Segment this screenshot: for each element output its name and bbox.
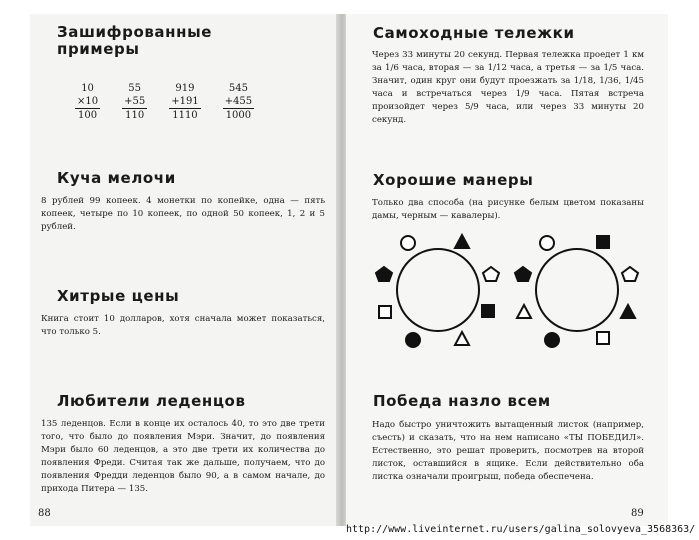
ciphered-examples-table	[64, 82, 265, 122]
black-square-icon	[597, 236, 609, 248]
page-number-left: 88	[38, 508, 51, 519]
example-cell: +455	[224, 96, 253, 107]
black-circle-icon	[545, 333, 559, 347]
example-cell-wrap	[158, 95, 211, 109]
title-line-1: Зашифрованные	[57, 23, 213, 41]
answer-text-candy-lovers: 135 леденцов. Если в конце их осталось 40, то это две трети того, что было до появления Мэри. Значит, до появления Мэри было 60 леденцов, а это две трети их количества до появления Фреди. Считая так же дальше, получаем, что до появления Фредди леденцов было 90, а в самом начале, до прихода Питера — 135.	[41, 419, 325, 495]
example-cell: 110	[125, 110, 145, 121]
example-cell-wrap	[111, 95, 158, 109]
example-cell-wrap	[64, 95, 111, 109]
answer-text-tricky-prices: Книга стоит 10 долларов, хотя сначала может показаться, что только 5.	[41, 314, 325, 338]
page-number-right: 89	[631, 508, 644, 519]
watermark-url[interactable]: http://www.liveinternet.ru/users/galina_solovyeva_3568363/	[346, 524, 696, 535]
example-cell-wrap	[212, 95, 265, 109]
title-line-2: примеры	[57, 40, 140, 58]
black-square-icon	[482, 305, 494, 317]
seating-arrangement-1	[376, 235, 499, 347]
example-cell: 100	[78, 110, 98, 121]
example-cell: 545	[228, 83, 248, 94]
example-cell: 1000	[225, 110, 252, 121]
example-operand-row	[64, 82, 265, 95]
black-triangle-icon	[621, 305, 635, 318]
example-cell: +55	[124, 96, 146, 107]
section-title-pile-of-change: Куча мелочи	[57, 169, 176, 187]
section-title-self-driving-carts: Самоходные тележки	[373, 24, 575, 42]
example-result-row	[64, 109, 265, 122]
example-cell: 1110	[172, 110, 198, 121]
white-circle-icon	[401, 236, 415, 250]
white-square-icon	[379, 306, 391, 318]
answer-text-good-manners: Только два способа (на рисунке белым цветом показаны дамы, черным — кавалеры).	[372, 198, 644, 222]
example-cell: 10	[81, 83, 94, 94]
section-title-victory-against-all: Победа назло всем	[373, 392, 551, 410]
white-pentagon-icon	[483, 267, 499, 281]
answer-text-pile-of-change: 8 рублей 99 копеек. 4 монетки по копейке, одна — пять копеек, четыре по 10 копеек, по одной 50 копеек, 1, 2 и 5 рублей.	[41, 196, 325, 233]
round-table	[397, 249, 479, 331]
seating-diagram	[360, 228, 660, 350]
section-title-ciphered-examples	[57, 24, 212, 58]
answer-text-victory-against-all: Надо быстро уничтожить вытащенный листок (например, съесть) и сказать, что на нем написано «ТЫ ПОБЕДИЛ». Естественно, это решат проверить, посмотрев на второй листок, оставшийся в ящике. Если действительно оба листка означали проигрыш, победа обеспечена.	[372, 420, 644, 483]
example-cell: 55	[128, 83, 142, 94]
example-operator-row	[64, 95, 265, 109]
white-circle-icon	[540, 236, 554, 250]
black-triangle-icon	[455, 235, 469, 248]
answer-text-self-driving-carts: Через 33 минуты 20 секунд. Первая тележка проедет 1 км за 1/6 часа, вторая — за 1/12 часа, а третья — за 1/5 часа. Значит, один круг они будут проезжать за 1/18, 1/36, 1/45 часа и встречаться через 1/9 часа. Пятая встреча произойдет через 5/9 часа, или через 33 минуты 20 секунд.	[372, 50, 644, 126]
round-table	[536, 249, 618, 331]
black-pentagon-icon	[376, 267, 392, 281]
black-pentagon-icon	[515, 267, 531, 281]
black-circle-icon	[406, 333, 420, 347]
seating-arrangement-2	[515, 236, 638, 347]
section-title-good-manners: Хорошие манеры	[373, 171, 534, 189]
section-title-candy-lovers: Любители леденцов	[57, 392, 246, 410]
white-square-icon	[597, 332, 609, 344]
example-cell: 919	[175, 83, 195, 94]
white-triangle-icon	[455, 332, 469, 345]
section-title-tricky-prices: Хитрые цены	[57, 287, 180, 305]
white-triangle-icon	[517, 305, 531, 318]
example-cell: ×10	[77, 96, 99, 107]
white-pentagon-icon	[622, 267, 638, 281]
example-cell: +191	[171, 96, 199, 107]
